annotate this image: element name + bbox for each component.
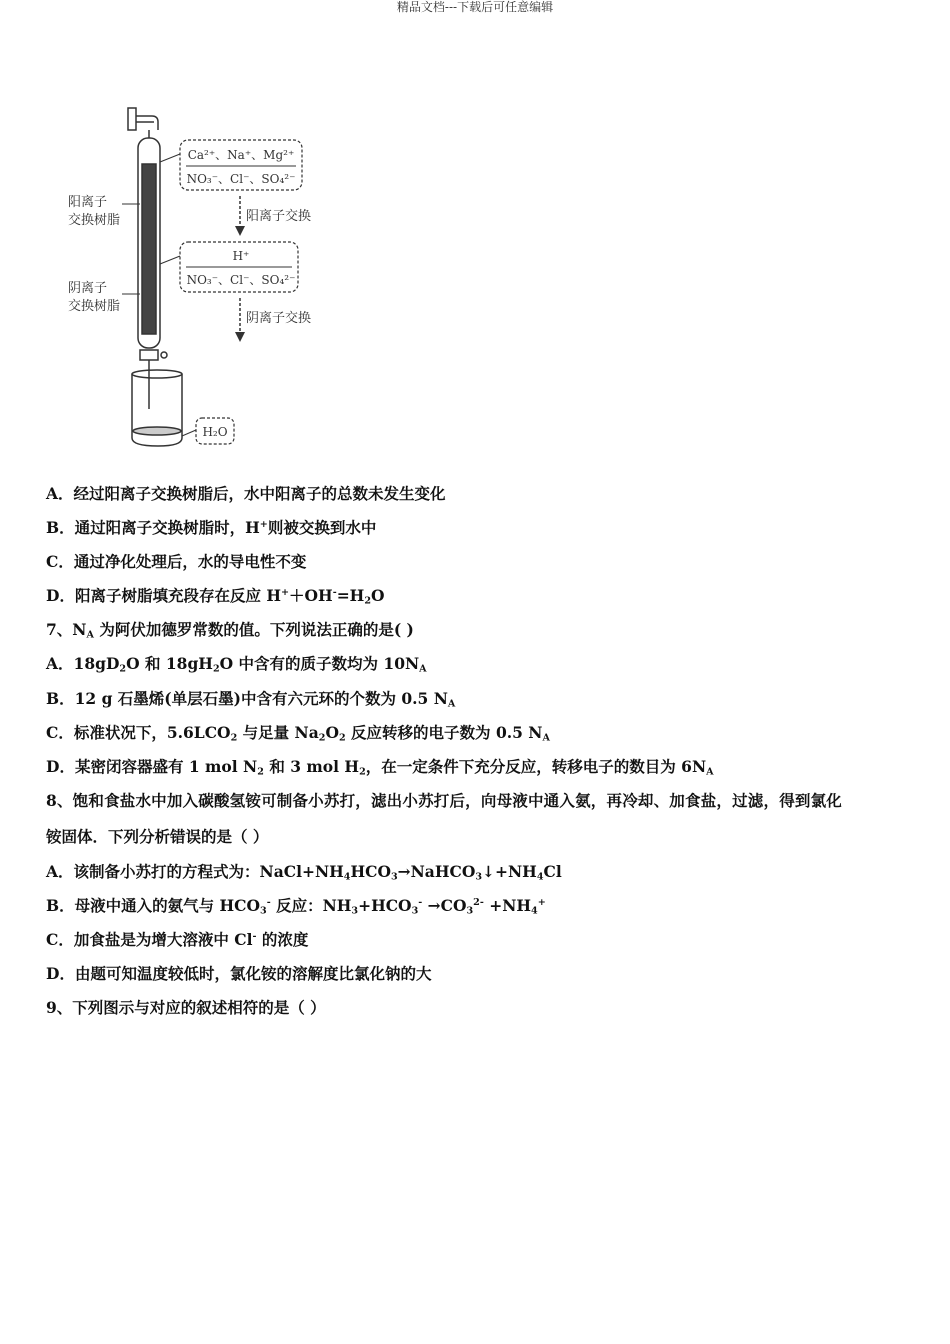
q8-option-d: D．由题可知温度较低时，氯化铵的溶解度比氯化钠的大	[46, 964, 432, 983]
anion-resin-label-1: 阴离子	[68, 281, 108, 296]
q6-option-a: A．经过阳离子交换树脂后，水中阳离子的总数未发生变化	[46, 484, 446, 503]
q8-stem-line-2: 铵固体．下列分析错误的是（ ）	[46, 827, 269, 846]
faucet-icon	[128, 108, 158, 130]
q8-option-b: B．母液中通入的氨气与 $HCO_3^-$ 反应：$NH_3+HCO_3^- \to CO_3^{2-} +NH_4^+$	[46, 896, 546, 917]
box2-anions: NO₃⁻、Cl⁻、SO₄²⁻	[186, 273, 296, 287]
box1-anions: NO₃⁻、Cl⁻、SO₄²⁻	[186, 172, 296, 186]
ion-box-1	[160, 140, 302, 190]
ion-exchange-figure	[60, 104, 320, 454]
q7-option-c: C．标准状况下，$5.6LCO_2$ 与足量 $Na_2O_2$ 反应转移的电子数为 0.5 $N_A$	[46, 723, 550, 744]
water-label: H₂O	[202, 425, 228, 439]
page-header: 精品文档---下载后可任意编辑	[396, 0, 554, 14]
anion-resin-label-2: 交换树脂	[68, 299, 121, 314]
q9-stem: 9、下列图示与对应的叙述相符的是（ ）	[46, 998, 326, 1017]
q8-stem-line-1: 8、饱和食盐水中加入碳酸氢铵可制备小苏打，滤出小苏打后，向母液中通入氨，再冷却、加食盐，过滤，得到氯化	[46, 791, 842, 810]
q6-option-d: D．阳离子树脂填充段存在反应 $H^++OH^-=H_2O$	[46, 586, 385, 607]
q7-option-b: B．12 g 石墨烯(单层石墨)中含有六元环的个数为 0.5 $N_A$	[46, 689, 456, 710]
q8-option-a: A．该制备小苏打的方程式为：$NaCl+NH_4HCO_3\to NaHCO_3↓+NH_4Cl$	[46, 862, 562, 883]
box2-cations: H⁺	[232, 249, 250, 263]
q6-option-b: B．通过阳离子交换树脂时，H+则被交换到水中	[46, 518, 377, 537]
q6-option-c: C．通过净化处理后，水的导电性不变	[46, 552, 307, 571]
cation-resin-label-1: 阳离子	[68, 195, 108, 210]
beaker	[132, 370, 182, 446]
arrow-2	[235, 298, 311, 342]
arrow-1	[235, 196, 311, 236]
q7-option-d: D．某密闭容器盛有 1 mol $N_2$ 和 3 mol $H_2$，在一定条件下充分反应，转移电子的数目为 $6N_A$	[46, 757, 714, 778]
box1-cations: Ca²⁺、Na⁺、Mg²⁺	[187, 148, 295, 162]
water-box	[182, 418, 234, 444]
arrow2-label: 阴离子交换	[246, 311, 312, 326]
cation-resin-label-2: 交换树脂	[68, 213, 121, 228]
resin-column	[138, 130, 167, 409]
q8-option-c: C．加食盐是为增大溶液中 Cl- 的浓度	[46, 930, 309, 949]
q7-stem: 7、$N_A$ 为阿伏加德罗常数的值。下列说法正确的是( )	[46, 620, 414, 641]
arrow1-label: 阳离子交换	[246, 209, 312, 224]
ion-box-2	[160, 242, 298, 292]
q7-option-a: A．$18gD_2O$ 和 $18gH_2O$ 中含有的质子数均为 $10N_A$	[46, 654, 427, 675]
